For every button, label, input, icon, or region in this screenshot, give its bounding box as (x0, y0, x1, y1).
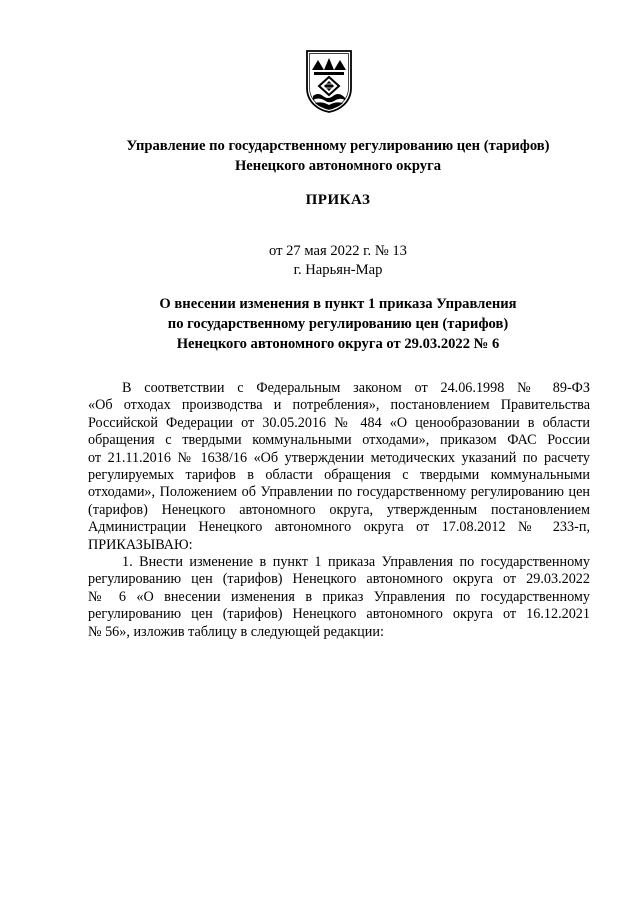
item-line: регулированию цен (тарифов) Ненецкого автономного округа от 16.12.2021 (88, 606, 590, 623)
date-number: от 27 мая 2022 г. № 13 (269, 243, 407, 259)
org-line-1: Управление по государственному регулированию цен (тарифов) (126, 138, 550, 154)
preamble-line: от 21.11.2016 № 1638/16 «Об утверждении методических указаний по расчету (88, 449, 590, 466)
preamble-line: обращения с твердыми коммунальными отходами», приказом ФАС России (88, 432, 590, 449)
item-line: регулированию цен (тарифов) Ненецкого автономного округа от 29.03.2022 (88, 571, 590, 588)
coat-of-arms-icon (304, 48, 354, 114)
document-body (88, 380, 590, 641)
preamble-line: Российской Федерации от 30.05.2016 № 484 «О ценообразовании в области (88, 414, 590, 431)
document-type: ПРИКАЗ (305, 192, 371, 208)
preamble-line: регулируемых тарифов в области обращения с твердыми коммунальными (88, 467, 590, 484)
item-line: № 56», изложив таблицу в следующей редакции: (88, 623, 384, 640)
org-line-2: Ненецкого автономного округа (234, 158, 442, 174)
item-1-paragraph (88, 554, 590, 641)
item-line: 1. Внести изменение в пункт 1 приказа Управления по государственному (122, 554, 590, 571)
subject-line-3: Ненецкого автономного округа от 29.03.2022 № 6 (176, 336, 500, 352)
preamble-line: отходами», Положением об Управлении по государственному регулированию цен (88, 484, 590, 501)
city: г. Нарьян-Мар (293, 262, 383, 278)
preamble-paragraph (88, 380, 590, 554)
item-line: № 6 «О внесении изменения в приказ Управления по государственному (88, 588, 590, 605)
subject-title (60, 294, 616, 354)
preamble-line: «Об отходах производства и потребления», постановлением Правительства (88, 397, 590, 414)
date-place-block (60, 242, 616, 280)
subject-line-1: О внесении изменения в пункт 1 приказа Управления (159, 296, 517, 312)
organization-name (60, 136, 616, 176)
subject-line-2: по государственному регулированию цен (тарифов) (167, 316, 509, 332)
preamble-line: В соответствии с Федеральным законом от 24.06.1998 № 89-ФЗ (122, 380, 590, 396)
order-word: ПРИКАЗЫВАЮ: (88, 536, 193, 553)
preamble-line: (тарифов) Ненецкого автономного округа, утвержденным постановлением (88, 501, 590, 518)
preamble-line: Администрации Ненецкого автономного округа от 17.08.2012 № 233-п, (88, 519, 590, 536)
